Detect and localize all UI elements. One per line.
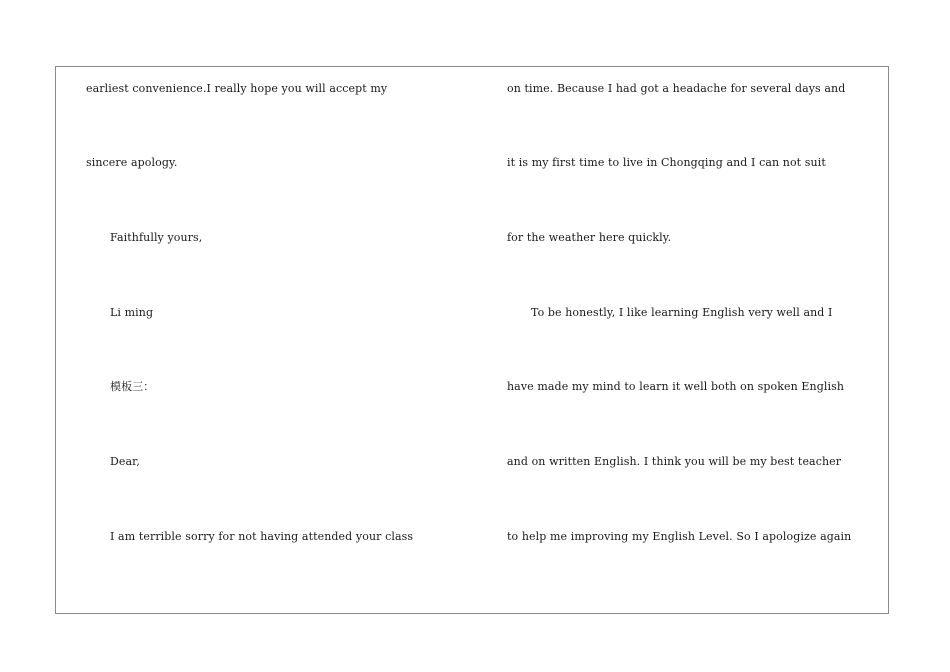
left-line-4: Li ming (110, 306, 154, 319)
left-line-5: 模板三： (110, 380, 155, 393)
right-line-3: for the weather here quickly. (507, 231, 672, 244)
right-line-4: To be honestly, I like learning English very well and I (531, 306, 833, 319)
right-line-2: it is my first time to live in Chongqing and I can not suit (507, 156, 826, 169)
left-line-7: I am terrible sorry for not having attended your class (110, 530, 414, 543)
left-line-6: Dear, (110, 455, 140, 468)
left-line-3: Faithfully yours, (110, 231, 203, 244)
left-line-2: sincere apology. (86, 156, 178, 169)
right-line-7: to help me improving my English Level. So I apologize again (507, 530, 852, 543)
right-line-5: have made my mind to learn it well both on spoken English (507, 380, 845, 393)
right-line-1: on time. Because I had got a headache for several days and (507, 82, 846, 95)
document-page (55, 66, 889, 614)
right-line-6: and on written English. I think you will be my best teacher (507, 455, 842, 468)
left-line-1: earliest convenience.I really hope you will accept my (86, 82, 388, 95)
